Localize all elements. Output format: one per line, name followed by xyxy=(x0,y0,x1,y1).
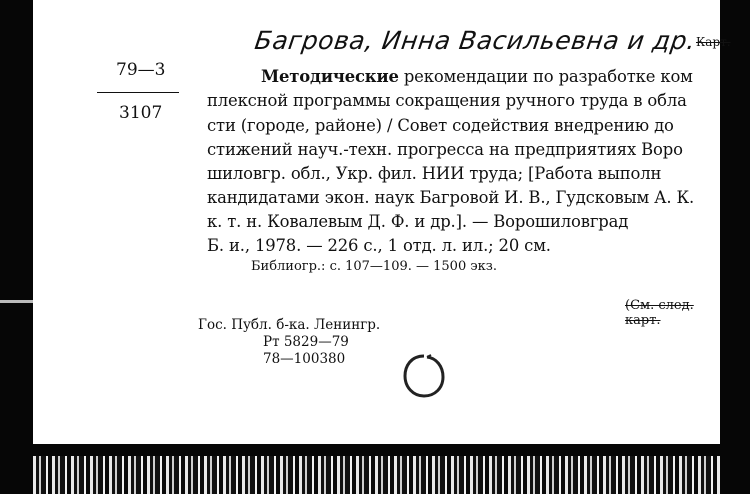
title-line-rest: рекомендации по разработке ком xyxy=(398,67,693,86)
description-line-4: стижений науч.-техн. прогресса на предприятиях Воро xyxy=(207,140,683,159)
classification-number-bottom: 3107 xyxy=(119,103,163,123)
continuation-note: (См. след. карт. xyxy=(625,298,694,328)
film-perforation-strip xyxy=(33,456,720,494)
description-line-2: плексной программы сокращения ручного труда в обла xyxy=(207,91,687,110)
library-card-number: 78—100380 xyxy=(263,351,346,367)
classification-divider xyxy=(97,92,179,93)
catalog-card xyxy=(33,0,731,444)
description-line-3: сти (городе, районе) / Совет содействия внедрению до xyxy=(207,116,674,135)
description-line-7: к. т. н. Ковалевым Д. Ф. и др.]. — Ворошиловград xyxy=(207,212,629,231)
library-register-number: Рт 5829—79 xyxy=(263,334,349,350)
scan-frame-bottom xyxy=(0,444,750,494)
scan-frame-right xyxy=(720,0,750,494)
scan-edge-mark xyxy=(0,300,33,303)
title-lead-word: Методические xyxy=(261,67,399,86)
description-line-5: шиловгр. обл., Укр. фил. НИИ труда; [Работа выполн xyxy=(207,164,662,183)
handwritten-author-heading: Багрова, Инна Васильевна и др. xyxy=(252,26,698,55)
description-line-6: кандидатами экон. наук Багровой И. В., Гудсковым А. К. xyxy=(207,188,695,207)
library-name: Гос. Публ. б-ка. Ленингр. xyxy=(198,317,381,333)
scan-frame-left xyxy=(0,0,33,494)
bibliography-note: Библиогр.: с. 107—109. — 1500 экз. xyxy=(251,259,497,274)
classification-number-top: 79—3 xyxy=(116,60,166,80)
punch-hole-stamp xyxy=(401,352,447,400)
heading-card-reference: Карт. xyxy=(696,35,731,49)
description-line-1 xyxy=(261,67,693,86)
description-line-8: Б. и., 1978. — 226 с., 1 отд. л. ил.; 20 см. xyxy=(207,236,551,255)
